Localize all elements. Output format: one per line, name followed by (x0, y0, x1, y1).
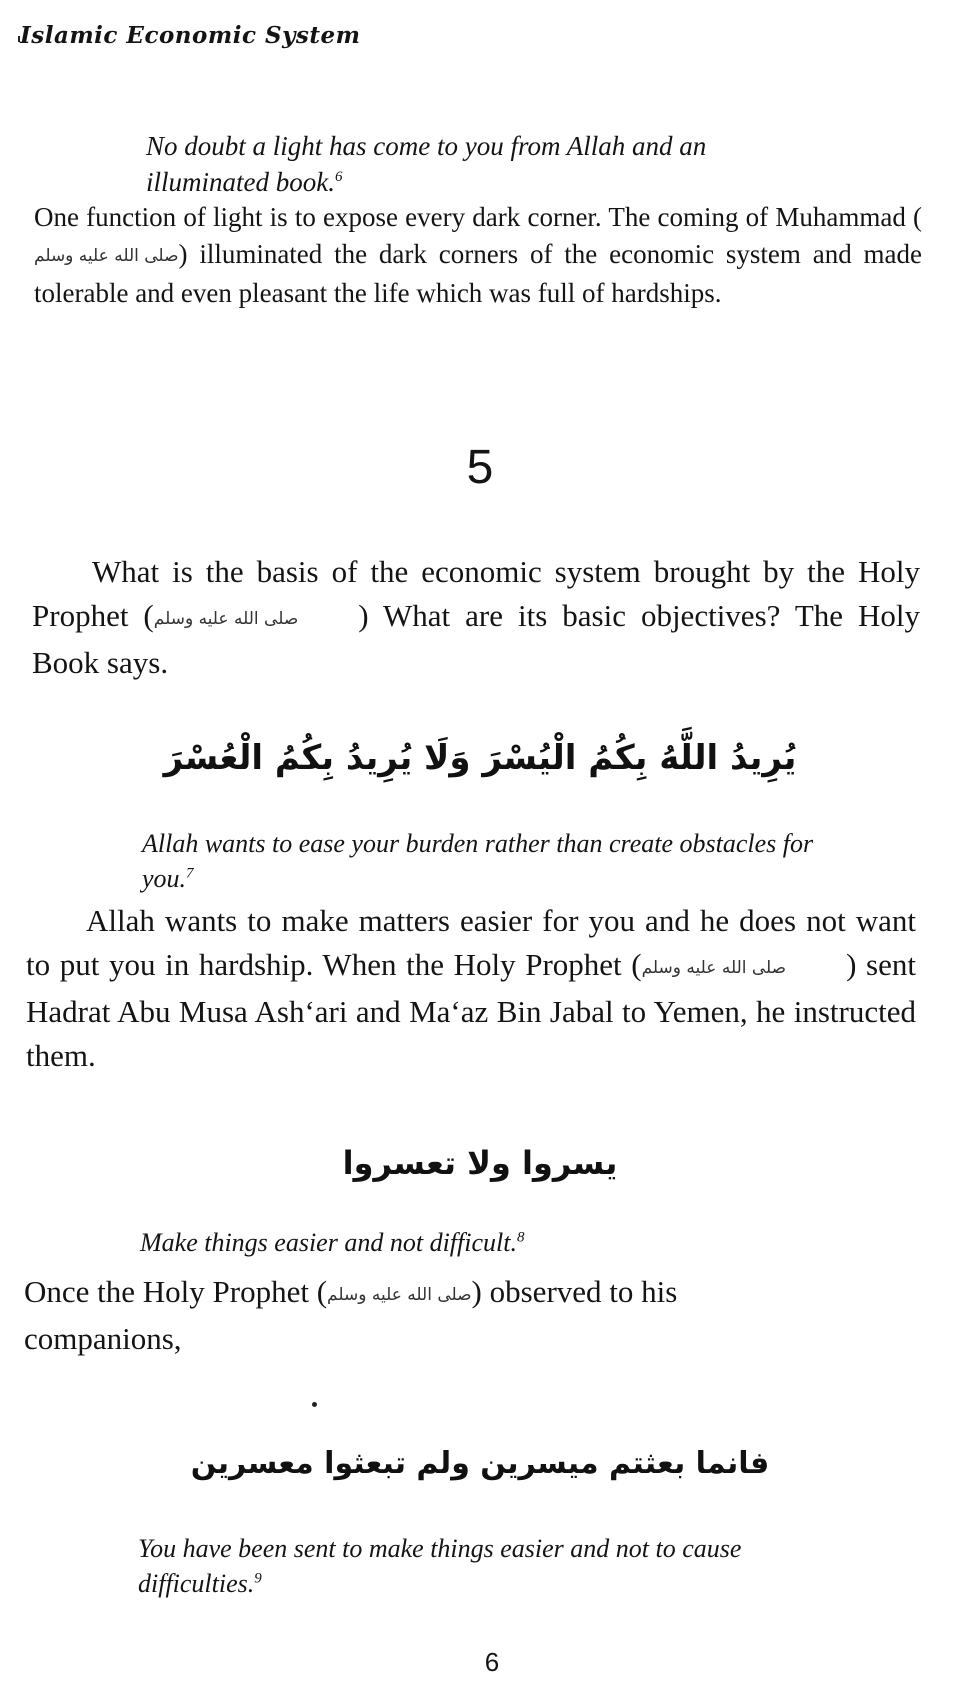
quote-footnote-7 (142, 826, 832, 896)
quote-footnote-6 (146, 128, 826, 200)
paragraph-text: Once the Holy Prophet ( (24, 1274, 328, 1309)
footnote-ref: 9 (254, 1570, 262, 1587)
running-head: Islamic Economic System (20, 22, 361, 49)
page-number: 6 (484, 1647, 500, 1677)
salutation-glyph: صلى الله عليه وسلم (327, 1285, 472, 1305)
quote-text: No doubt a light has come to you from Allah and an illuminated book. (146, 131, 707, 197)
print-speck (312, 1402, 317, 1407)
paragraph-companions (24, 1270, 814, 1361)
paragraph-text: Allah wants to make matters easier for you and he does not want to put you in hardship. When the Holy Prophet ( (26, 903, 916, 982)
quote-footnote-8 (140, 1225, 860, 1261)
quote-text: Make things easier and not difficult. (140, 1228, 517, 1257)
salutation-glyph: صلى الله عليه وسلم (34, 246, 179, 266)
paragraph-text: What is the basis of the economic system brought by the Holy Prophet ( (32, 554, 920, 633)
arabic-verse-1: يُرِيدُ اللَّهُ بِكُمُ الْيُسْرَ وَلَا يُرِيدُ بِكُمُ الْعُسْرَ (163, 738, 797, 778)
paragraph-text: ) illuminated the dark corners of the economic system and made tolerable and even pleasant the life which was full of hardships. (34, 239, 922, 308)
footnote-ref: 8 (516, 1229, 525, 1246)
quote-text: Allah wants to ease your burden rather than create obstacles for you. (142, 829, 814, 893)
footnote-ref: 6 (334, 169, 343, 185)
quote-text: You have been sent to make things easier and not to cause difficulties. (138, 1534, 742, 1598)
salutation-glyph: صلى الله عليه وسلم (641, 958, 787, 978)
arabic-hadith-2: فانما بعثتم ميسرين ولم تبعثوا معسرين (190, 1446, 770, 1481)
paragraph-text: ) observed to his companions, (24, 1274, 678, 1356)
paragraph-text: ) What are its basic objectives? The Holy Book says. (32, 598, 921, 680)
footnote-ref: 7 (186, 865, 194, 882)
paragraph-light (34, 199, 922, 312)
section-number: 5 (466, 441, 494, 494)
paragraph-ease (26, 899, 916, 1078)
paragraph-basis (32, 550, 920, 685)
quote-footnote-9 (138, 1531, 828, 1601)
arabic-hadith-1: يسروا ولا تعسروا (342, 1144, 618, 1182)
paragraph-text: One function of light is to expose every dark corner. The coming of Muhammad ( (34, 202, 922, 232)
paragraph-text: ) sent Hadrat Abu Musa Ash‘ari and Ma‘az Bin Jabal to Yemen, he instructed them. (26, 947, 916, 1073)
salutation-glyph: صلى الله عليه وسلم (153, 609, 299, 629)
